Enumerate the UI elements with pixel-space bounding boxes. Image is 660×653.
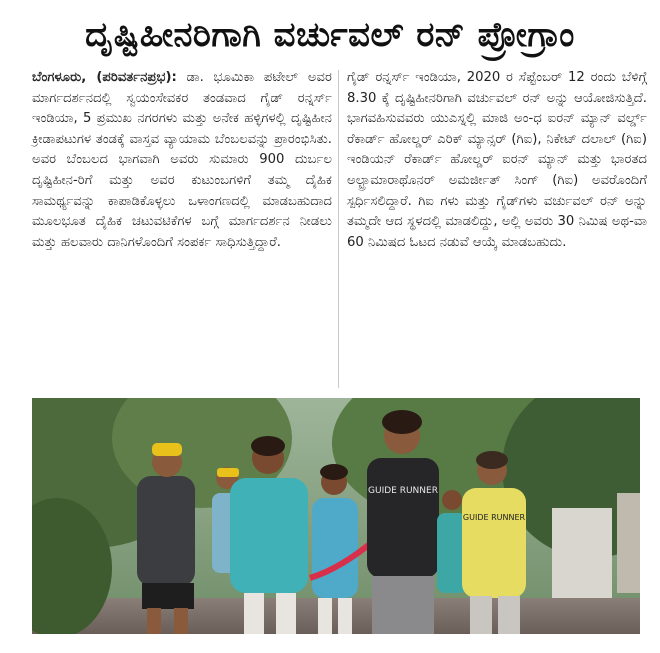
- shirt-text-yellow: GUIDE RUNNER: [462, 513, 526, 522]
- article-right-column: [347, 68, 647, 253]
- right-column-text: ಗೈಡ್ ರನ್ನರ್ಸ್ ಇಂಡಿಯಾ, 2020 ರ ಸೆಪ್ಟೆಂಬರ್ 12 ರಂದು ಬೆಳಿಗ್ಗೆ 8.30 ಕ್ಕೆ ದೃಷ್ಟಿಹೀನರಿಗಾಗಿ ವರ್ಚುವಲ್ ರನ್ ಅನ್ನು ಆಯೋಜಿಸುತ್ತಿದೆ. ಭಾಗವಹಿಸುವವರು ಯುಎಸ್ನಲ್ಲಿ ಮಾಜಿ ಅಂ-ಧ ಐರನ್ ಮ್ಯಾನ್ ವರ್ಲ್ಡ್ ರೆಕಾರ್ಡ್ ಹೋಲ್ಡರ್ ಎರಿಕ್ ಮ್ಯಾನ್ಸರ್ (ಗಿಐ), ನಿಕೇಟ್ ದಲಾಲ್ (ಗಿಐ) ಇಂಡಿಯನ್ ರೆಕಾರ್ಡ್ ಹೋಲ್ಡರ್ ಐರನ್ ಮ್ಯಾನ್ ಮತ್ತು ಭಾರತದ ಅಲ್ಟ್ರಾಮಾರಾಥೊನರ್ ಅಮರ್ಜೀತ್ ಸಿಂಗ್ (ಗಿಐ) ಅವರೊಂದಿಗೆ ಸ್ಪರ್ಧಿಸಲಿದ್ದಾರೆ. ಗಿಐ ಗಳು ಮತ್ತು ಗೈಡ್‌ಗಳು ವರ್ಚುವಲ್ ರನ್ ಅನ್ನು ತಮ್ಮದೇ ಆದ ಸ್ಥಳದಲ್ಲಿ ಮಾಡಲಿದ್ದು, ಅಲ್ಲಿ ಅವರು 30 ನಿಮಿಷ ಅಥ-ವಾ 60 ನಿಮಿಷದ ಓಟದ ನಡುವೆ ಆಯ್ಕೆ ಮಾಡಬಹುದು.: [347, 70, 647, 250]
- column-divider: [338, 70, 339, 388]
- dateline: ಬೆಂಗಳೂರು, (ಪರಿವರ್ತನಪ್ರಭ):: [32, 70, 177, 85]
- headline: ದೃಷ್ಟಿಹೀನರಿಗಾಗಿ ವರ್ಚುವಲ್ ರನ್ ಪ್ರೋಗ್ರಾಂ: [85, 15, 575, 55]
- news-photo: [32, 398, 640, 634]
- left-column-text: ಡಾ. ಭೂಮಿಕಾ ಪಟೇಲ್ ಅವರ ಮಾರ್ಗದರ್ಶನದಲ್ಲಿ ಸ್ವಯಂಸೇವಕರ ತಂಡವಾದ ಗೈಡ್ ರನ್ನರ್ಸ್ ಇಂಡಿಯಾ, 5 ಪ್ರಮುಖ ನಗರಗಳು ಮತ್ತು ಅನೇಕ ಹಳ್ಳಿಗಳಲ್ಲಿ ದೃಷ್ಟಿಹೀನ ಕ್ರೀಡಾಪಟುಗಳ ತಂಡಕ್ಕೆ ವಾಸ್ತವ ವ್ಯಾಯಾಮ ಬೆಂಬಲವನ್ನು ಪ್ರಾರಂಭಿಸಿತು. ಅವರ ಬೆಂಬಲದ ಭಾಗವಾಗಿ ಅವರು ಸುಮಾರು 900 ದುರ್ಬಲ ದೃಷ್ಟಿಹೀನ-ರಿಗೆ ಮತ್ತು ಅವರ ಕುಟುಂಬಗಳಿಗೆ ತಮ್ಮ ದೈಹಿಕ ಸಾಮರ್ಥ್ಯವನ್ನು ಕಾಪಾಡಿಕೊಳ್ಳಲು ಒಳಾಂಗಣದಲ್ಲಿ ಮಾಡಬಹುದಾದ ಮೂಲಭೂತ ದೈಹಿಕ ಚಟುವಟಿಕೆಗಳ ಬಗ್ಗೆ ಮಾರ್ಗದರ್ಶನ ನೀಡಲು ಮತ್ತು ಹಲವಾರು ದಾನಿಗಳೊಂದಿಗೆ ಸಂಪರ್ಕ ಸಾಧಿಸುತ್ತಿದ್ದಾರೆ.: [32, 70, 332, 250]
- runners-photo-illustration: [32, 398, 640, 634]
- shirt-text-black: GUIDE RUNNER: [368, 486, 438, 496]
- article-left-column: [32, 68, 332, 253]
